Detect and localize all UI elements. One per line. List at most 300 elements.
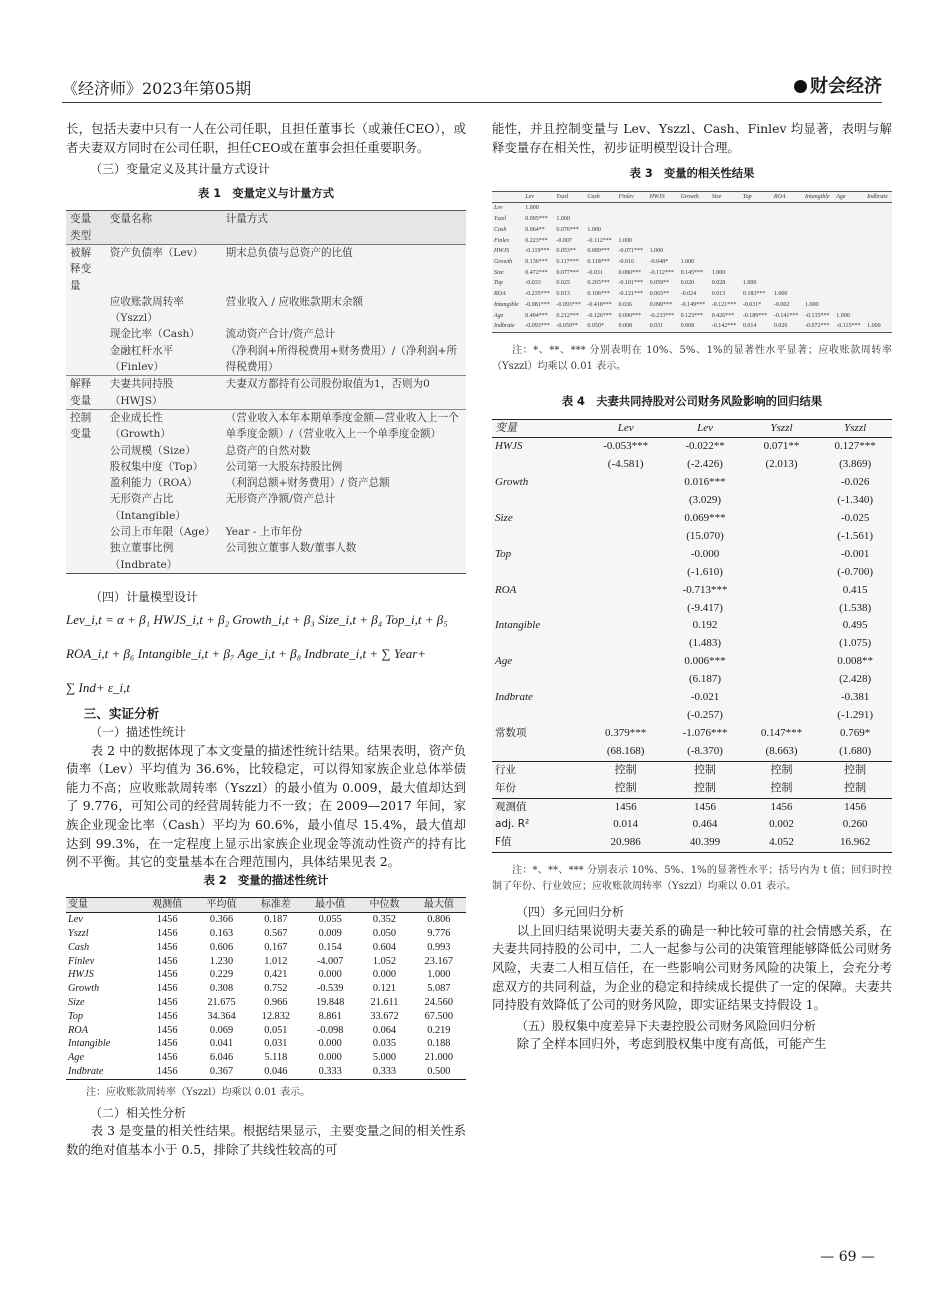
table3-cell: 0.090*** — [618, 312, 641, 319]
table4-cell: (-1.561) — [837, 529, 874, 542]
table3-cell — [803, 203, 834, 214]
table3-cell: -0.112*** — [587, 237, 612, 244]
table4-cell: 常数项 — [495, 726, 527, 739]
table3-cell: -0.033 — [525, 280, 541, 287]
paragraph-descriptive: 表 2 中的数据体现了本文变量的描述性统计结果。结果表明，资产负债率（Lev）平均值为 36.6%，比较稳定，可以得知家族企业总体举债能力不高；应收账款周转率（Yszzl）的最小值为 0.009，最大值却达到了 9.776，可知公司的经营周转能力不一致；在 2009—2017 年间，家族企业现金比率（Cash）平均为 60.6%，最小值尽 15.4%，最大值却达到 99.3%，在一定程度上显示出家族企业现金等流动性资产的持有比例不平衡。其它的变量基本在合理范围内，具体结果见表 2。 — [66, 742, 466, 870]
table4-cell: (-1.291) — [837, 709, 874, 722]
table3-cell: 0.065** — [649, 291, 670, 298]
table3-header-cell — [492, 191, 523, 203]
table4-cell — [745, 510, 819, 528]
table2-cell: 21.000 — [424, 1052, 453, 1064]
table4-cell: 0.071** — [763, 440, 800, 453]
table4-cell: -0.381 — [840, 691, 870, 704]
table1-cell — [66, 491, 106, 524]
table2-cell: 0.000 — [318, 1038, 342, 1050]
table3-cell — [710, 257, 741, 268]
table2-cell: Lev — [68, 914, 83, 926]
table4-row — [492, 725, 892, 743]
table3-cell — [585, 214, 616, 225]
table3-cell: 1.000 — [556, 216, 570, 223]
table3-row — [492, 203, 892, 214]
table4-cell: 0.415 — [842, 583, 868, 596]
table2-cell: 0.050 — [372, 928, 397, 940]
table4-row — [492, 564, 892, 582]
table2-cell: 0.333 — [303, 1065, 357, 1079]
table2-cell: 0.229 — [209, 969, 234, 981]
table4-cell: 观测值 — [492, 798, 586, 816]
table3-cell — [772, 278, 803, 289]
table4-cell — [586, 600, 665, 618]
table4-cell — [586, 492, 665, 510]
table1-cell: 企业成长性（Growth） — [106, 409, 222, 442]
table3-cell — [834, 225, 865, 236]
table1-row — [66, 491, 466, 524]
table1-cell: 总资产的自然对数 — [225, 444, 311, 457]
table3-cell — [648, 225, 679, 236]
table1-cell: 公司上市年限（Age） — [109, 526, 216, 539]
table2-row — [66, 982, 466, 996]
table3-cell — [554, 203, 585, 214]
table4-cell — [492, 671, 586, 689]
table3-cell: -0.093*** — [523, 321, 554, 332]
table4-cell: 控制 — [745, 761, 819, 779]
table3-cell: -0.031* — [742, 301, 762, 308]
table3-cell: -0.233*** — [649, 312, 675, 319]
table4-cell: 1456 — [586, 798, 665, 816]
table3-cell: 0.095*** — [525, 216, 548, 223]
table3-cell: 0.026 — [772, 321, 803, 332]
table2-row — [66, 955, 466, 969]
table2-cell: 0.606 — [209, 941, 234, 953]
table4-cell: (1.538) — [839, 601, 872, 614]
table3-row — [492, 236, 892, 247]
table2-cell: Cash — [68, 941, 90, 953]
table3-cell: 1.000 — [618, 237, 632, 244]
table2-cell: 5.087 — [427, 983, 451, 995]
table2-cell: 1456 — [156, 997, 178, 1009]
table4-cell: 0.006*** — [684, 655, 726, 668]
table1-cell: 夫妻共同持股（HWJS） — [106, 376, 222, 410]
table3-cell: -0.024 — [680, 291, 697, 298]
table1-row — [66, 459, 466, 475]
table2-cell: 67.500 — [424, 1010, 453, 1022]
table2-header-cell: 观测值 — [140, 898, 194, 913]
table4-cell: Top — [495, 547, 512, 560]
table2-row — [66, 1051, 466, 1065]
table3-cell: 1.000 — [742, 280, 757, 287]
table2-cell: HWJS — [68, 969, 94, 981]
table4-header-cell: Lev — [665, 419, 744, 438]
table4-cell: -0.713*** — [682, 583, 728, 596]
table2-cell: 1456 — [156, 941, 178, 953]
table4-cell: (1.680) — [839, 744, 872, 757]
table3-cell: -0.121*** — [711, 301, 737, 308]
table3-row — [492, 311, 892, 322]
table3-cell: 0.014 — [741, 321, 772, 332]
table4-cell: -1.076*** — [682, 726, 728, 739]
table1-header-cell: 变量名称 — [106, 211, 222, 245]
table1-cell: 流动资产合计/资产总计 — [225, 328, 336, 341]
table4-cell: 控制 — [694, 781, 717, 794]
table4-header-cell: Yszzl — [818, 419, 892, 438]
table4-cell — [492, 635, 586, 653]
table1-cell: 被解释变量 — [70, 246, 92, 292]
table3-cell — [834, 300, 865, 311]
table3-cell — [865, 268, 892, 279]
table1-cell: 无形资产净额/资产总计 — [225, 493, 336, 506]
table3-cell: -0.149*** — [680, 301, 706, 308]
table4-cell — [586, 653, 665, 671]
section-heading-3: 三、实证分析 — [83, 705, 160, 721]
table2-cell: -0.539 — [316, 983, 344, 995]
table2-row — [66, 927, 466, 941]
table4-row — [492, 474, 892, 492]
table3-cell: 0.076*** — [556, 226, 579, 233]
table3-cell — [803, 268, 834, 279]
table3-cell — [865, 257, 892, 268]
table3-cell: -0.081*** — [525, 301, 550, 308]
table3-cell: -0.016 — [618, 259, 634, 265]
table2-header-row — [66, 898, 466, 913]
table1 — [66, 210, 466, 574]
table3-cell — [710, 203, 741, 214]
table4-cell — [492, 528, 586, 546]
table3-cell — [772, 236, 803, 247]
table1-cell: 应收账款周转率（Yszzl） — [109, 295, 184, 325]
table3-cell: 0.013 — [711, 291, 726, 298]
table3-cell: 0.059** — [649, 280, 670, 287]
table4-cell: 控制 — [818, 761, 892, 779]
table3-cell: -0.059** — [554, 321, 585, 332]
table2-cell: 0.051 — [264, 1024, 288, 1036]
paragraph-multivariate: 以上回归结果说明夫妻关系的确是一种比较可靠的社会情感关系，在夫妻共同持股的公司中，二人一起参与公司的决策管理能够降低公司财务风险，夫妻二人相互信任，在一些影响公司财务风险的决策上，会充分考虑双方的共同利益，为企业的稳定和持续成长提供了一定的保障。夫妻共同持股有效降低了公司的财务风险，即实证结果支持假设 1。 — [492, 922, 892, 1013]
table4-cell — [745, 582, 819, 600]
table4-cell: -0.026 — [840, 476, 870, 489]
table2-cell: 0.041 — [209, 1038, 234, 1050]
table4-cell — [492, 456, 586, 474]
table2-cell: 21.675 — [207, 997, 236, 1009]
table1-cell: Year - 上市年份 — [225, 526, 303, 539]
table2-cell: Finlev — [68, 955, 95, 967]
table4-row — [492, 834, 892, 852]
table3-cell — [865, 225, 892, 236]
table2-cell: 0.604 — [372, 941, 397, 953]
table3-cell: 0.013 — [556, 291, 570, 298]
table2-cell: 21.611 — [370, 997, 399, 1009]
table4-cell — [745, 653, 819, 671]
table3-cell — [865, 214, 892, 225]
table1-row — [66, 475, 466, 491]
table2-cell: Yszzl — [68, 928, 89, 940]
table1-row — [66, 326, 466, 342]
table3-cell: -0.189*** — [742, 312, 768, 319]
table3-header-cell: Indbrate — [865, 191, 892, 203]
table3-cell: 0.008 — [679, 321, 710, 332]
table4-cell: (1.075) — [839, 637, 872, 650]
table2-cell: 0.366 — [209, 914, 234, 926]
table4-cell — [745, 474, 819, 492]
table2-cell: 0.966 — [264, 997, 288, 1009]
table4-cell: (-0.700) — [837, 565, 874, 578]
table4-cell: Size — [495, 512, 513, 525]
table2-cell: 0.188 — [427, 1038, 451, 1050]
table3-row — [492, 214, 892, 225]
table3-cell — [648, 214, 679, 225]
table3-cell — [772, 246, 803, 257]
table3-cell: 0.117*** — [556, 259, 579, 265]
table4-header-cell: Lev — [586, 419, 665, 438]
table3-cell: 0.064** — [525, 226, 545, 233]
table3-header-cell: Cash — [585, 191, 616, 203]
table3-caption: 表 3 变量的相关性结果 — [629, 167, 755, 181]
table3-cell: Size — [494, 269, 504, 276]
table3-cell — [865, 300, 892, 311]
table4-cell — [492, 707, 586, 725]
table1-cell: （利润总额+财务费用）/ 资产总额 — [225, 477, 390, 490]
table2-cell: 0.000 — [372, 969, 397, 981]
table3-cell: -0.101*** — [618, 280, 643, 287]
table4-cell — [745, 671, 819, 689]
table1-cell — [66, 326, 106, 342]
table1-header-cell: 变量类型 — [66, 211, 106, 245]
table3-cell: -0.235*** — [525, 291, 550, 298]
table3-cell — [772, 225, 803, 236]
table3-header-cell: Lev — [523, 191, 554, 203]
table4-cell — [492, 600, 586, 618]
table2-header-cell: 平均值 — [194, 898, 248, 913]
table2-cell: 1.000 — [427, 969, 451, 981]
table3-cell — [865, 246, 892, 257]
table3-cell: 0.472*** — [525, 269, 548, 276]
table2-cell: 24.560 — [424, 997, 453, 1009]
table3-cell — [710, 246, 741, 257]
table2-cell: 0.333 — [357, 1065, 411, 1079]
table2-cell: 1.012 — [264, 955, 288, 967]
table3-cell — [803, 257, 834, 268]
table3-cell: 1.000 — [525, 205, 539, 212]
table4-cell — [586, 582, 665, 600]
table3-cell — [741, 246, 772, 257]
table2-cell: ROA — [68, 1024, 89, 1036]
subheading-4: （四）计量模型设计 — [90, 589, 199, 604]
table2-cell: 0.367 — [194, 1065, 248, 1079]
table3-cell — [679, 225, 710, 236]
table4-cell: Intangible — [495, 619, 541, 632]
table4-cell: (-0.257) — [687, 709, 723, 722]
table4-cell — [745, 707, 819, 725]
table2-cell: 0.046 — [249, 1065, 303, 1079]
table4-cell: 4.052 — [745, 834, 819, 852]
table1-cell: 资产负债率（Lev） — [109, 246, 204, 259]
table3-cell: 0.025 — [556, 280, 570, 287]
table3-cell: 0.031 — [648, 321, 679, 332]
table4-header-cell: Yszzl — [745, 419, 819, 438]
table3-cell — [679, 203, 710, 214]
table3-note: 注：*、**、*** 分别表明在 10%、5%、1%的显著性水平显著；应收账款周转率（Yszzl）均乘以 0.01 表示。 — [492, 344, 892, 372]
table2 — [66, 897, 466, 1079]
table3-cell: 0.223*** — [525, 237, 548, 244]
table2-cell: 1.230 — [209, 955, 234, 967]
table4-row — [492, 582, 892, 600]
table4-cell — [492, 492, 586, 510]
table4-cell — [745, 546, 819, 564]
table2-cell: 5.118 — [264, 1052, 288, 1064]
table3-cell — [772, 268, 803, 279]
table2-cell: 1.052 — [372, 955, 397, 967]
table3-cell: 1.000 — [587, 226, 601, 233]
table3-cell — [772, 214, 803, 225]
table1-cell — [66, 524, 106, 540]
table4-cell: 40.399 — [665, 834, 744, 852]
table4-cell: (-9.417) — [687, 601, 723, 614]
table3-cell — [710, 214, 741, 225]
table2-cell: 34.364 — [207, 1010, 236, 1022]
table2-cell: 0.308 — [209, 983, 234, 995]
table2-cell: 0.064 — [372, 1024, 397, 1036]
table4-cell: 0.002 — [769, 818, 794, 831]
table3-cell: 1.000 — [773, 291, 788, 298]
table2-cell: 0.993 — [427, 941, 451, 953]
table1-cell — [66, 443, 106, 459]
table2-cell: 12.832 — [261, 1010, 290, 1022]
table1-row — [66, 343, 466, 376]
table3-cell: 1.000 — [649, 248, 664, 255]
page-number: — 69 — — [820, 1249, 875, 1265]
table3-header-row — [492, 191, 892, 203]
table3-cell: 0.265*** — [587, 280, 610, 287]
table2-cell: 1456 — [156, 1052, 178, 1064]
subheading-2: （二）相关性分析 — [90, 1105, 187, 1120]
table3-cell: 0.183*** — [742, 291, 766, 298]
table3-cell: -0.142*** — [710, 321, 741, 332]
table3-cell: 0.136*** — [525, 259, 548, 265]
table4-cell: 0.192 — [692, 619, 718, 632]
table4-cell — [586, 546, 665, 564]
table3-cell: 0.106*** — [587, 291, 610, 298]
table2-row — [66, 996, 466, 1010]
table4-header-cell: 变量 — [492, 419, 586, 438]
table3-row — [492, 246, 892, 257]
table2-cell: Intangible — [68, 1038, 111, 1050]
table3-cell: 1.000 — [804, 301, 819, 308]
table1-row — [66, 443, 466, 459]
table2-cell: 19.848 — [316, 997, 345, 1009]
table3-cell: Intangible — [494, 301, 519, 308]
table3-cell: 0.089*** — [587, 248, 610, 255]
table2-header-cell: 最小值 — [303, 898, 357, 913]
subheading-5: （五）股权集中度差异下夫妻控股公司财务风险回归分析 — [516, 1018, 817, 1033]
table4-cell: HWJS — [495, 440, 523, 453]
table1-cell: 现金比率（Cash） — [109, 328, 200, 341]
table3-row — [492, 225, 892, 236]
table1-row — [66, 524, 466, 540]
table2-cell: 0.167 — [264, 941, 288, 953]
table2-header-cell: 中位数 — [357, 898, 411, 913]
table4-cell: (6.187) — [689, 673, 722, 686]
table3-cell: -0.071*** — [618, 248, 643, 255]
table4-cell: 年份 — [495, 781, 516, 794]
table4-cell: 0.379*** — [605, 726, 647, 739]
table3-header-cell: Yszzl — [554, 191, 585, 203]
table1-cell — [66, 540, 106, 573]
table3-cell: 0.404*** — [525, 312, 548, 319]
table2-cell: 0.500 — [412, 1065, 466, 1079]
table3-header-cell: Finlev — [617, 191, 648, 203]
table3-cell: -0.072*** — [803, 321, 834, 332]
table2-cell: 0.055 — [318, 914, 342, 926]
table2-header-cell: 最大值 — [412, 898, 466, 913]
table4-cell: -0.021 — [690, 691, 720, 704]
table3-cell: 1.000 — [865, 321, 892, 332]
table3 — [492, 191, 892, 333]
table3-cell: -0.119*** — [525, 248, 550, 255]
table2-cell: 5.000 — [372, 1052, 397, 1064]
table2-row — [66, 1065, 466, 1079]
table4-cell: 控制 — [614, 781, 637, 794]
table4-row — [492, 707, 892, 725]
table3-cell: 0.118*** — [587, 259, 610, 265]
table3-cell — [617, 214, 648, 225]
table3-cell — [648, 203, 679, 214]
table2-cell: 0.000 — [318, 1052, 342, 1064]
table1-header-row — [66, 211, 466, 245]
table2-cell: Top — [68, 1010, 84, 1022]
table1-row — [66, 244, 466, 293]
table4-caption: 表 4 夫妻共同持股对公司财务风险影响的回归结果 — [561, 394, 823, 408]
table1-cell: 独立董事比例（Indbrate） — [106, 540, 222, 573]
table4-row — [492, 653, 892, 671]
table1-cell: （营业收入本年本期单季度金额—营业收入上一个单季度金额）/（营业收入上一个单季度金额） — [222, 409, 466, 442]
table4-row — [492, 546, 892, 564]
table3-cell — [865, 236, 892, 247]
table2-cell: 1456 — [156, 914, 178, 926]
table1-cell — [66, 343, 106, 376]
table4-cell: (15.070) — [686, 529, 724, 542]
table3-cell — [772, 257, 803, 268]
table3-row — [492, 278, 892, 289]
table3-header-cell: Growth — [679, 191, 710, 203]
table4-row — [492, 780, 892, 798]
table3-cell — [803, 225, 834, 236]
table3-cell — [834, 236, 865, 247]
table3-cell: -0.007 — [556, 237, 572, 244]
table2-cell: 0.752 — [264, 983, 288, 995]
table4-cell — [586, 635, 665, 653]
table3-cell — [803, 236, 834, 247]
table4-cell — [492, 564, 586, 582]
table4-row — [492, 816, 892, 834]
table4-cell: 20.986 — [586, 834, 665, 852]
table3-cell: -0.112*** — [649, 269, 674, 276]
running-header — [62, 72, 882, 104]
table4-cell: F值 — [492, 834, 586, 852]
table3-cell — [834, 257, 865, 268]
table2-cell: 1456 — [156, 983, 178, 995]
table3-cell — [585, 203, 616, 214]
table3-cell: 0.080*** — [618, 269, 641, 276]
paragraph-continued: 能性，并且控制变量与 Lev、Yszzl、Cash、Finlev 均显著，表明与解释变量存在相关性，初步证明模型设计合理。 — [492, 121, 892, 155]
table3-row — [492, 257, 892, 268]
table4-cell: (8.663) — [765, 744, 798, 757]
table4-cell: adj. R² — [495, 818, 530, 831]
table4-cell — [586, 564, 665, 582]
table3-cell: -0.048* — [649, 259, 669, 265]
table3-cell — [834, 278, 865, 289]
table1-cell: 期末总负债与总资产的比值 — [225, 246, 353, 259]
table2-cell: 9.776 — [427, 928, 451, 940]
table4-cell — [745, 564, 819, 582]
table3-cell: 0.053** — [556, 248, 576, 255]
